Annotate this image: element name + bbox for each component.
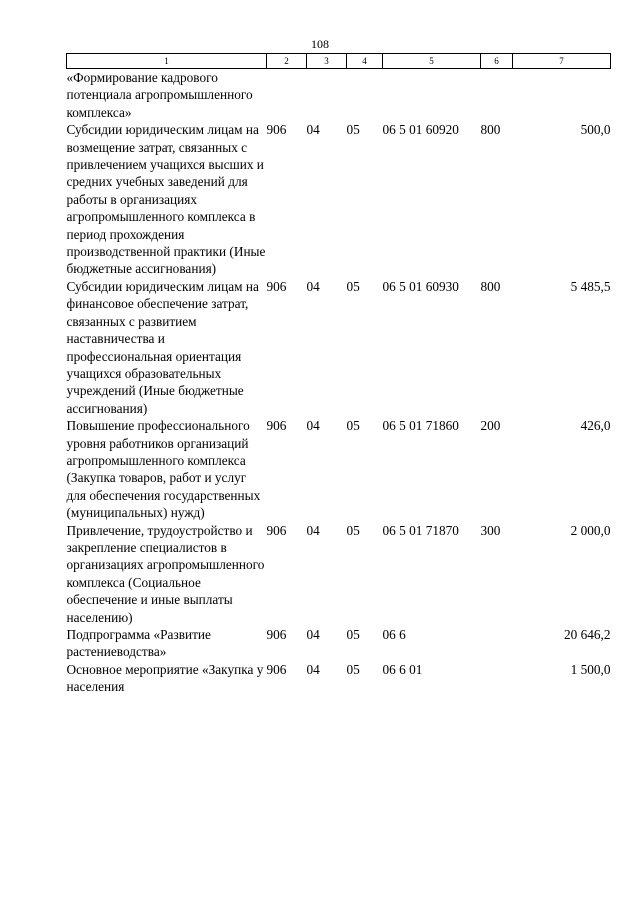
target-article-code: 06 5 01 71870	[382, 522, 459, 538]
subsection-code: 05	[346, 522, 360, 538]
row-name: Привлечение, трудоустройство и закрепление специалистов в организациях агропромышленного комплекса (Социальное обеспечение и иные выплаты населению)	[66, 522, 265, 625]
row-name: «Формирование кадрового потенциала агропромышленного комплекса»	[66, 70, 253, 120]
amount: 1 500,0	[570, 661, 611, 677]
section-code: 04	[306, 522, 320, 538]
table-row	[67, 661, 611, 696]
target-article-code: 06 5 01 60930	[382, 278, 459, 294]
expense-type-code	[481, 69, 513, 122]
subsection-code: 05	[346, 122, 360, 138]
ministry-code: 906	[266, 522, 287, 538]
subsection-code	[347, 69, 383, 122]
ministry-code	[267, 69, 307, 122]
ministry-code: 906	[266, 418, 287, 434]
section-code: 04	[306, 627, 320, 642]
table-row	[67, 121, 611, 278]
budget-table	[66, 53, 611, 696]
column-header-4: 4	[347, 54, 383, 69]
expense-type-code	[481, 661, 513, 696]
column-header-1: 1	[67, 54, 267, 69]
expense-type-code: 200	[480, 418, 501, 434]
column-header-2: 2	[267, 54, 307, 69]
amount: 20 646,2	[563, 627, 611, 642]
section-code: 04	[306, 278, 320, 294]
amount: 5 485,5	[570, 278, 611, 294]
column-number-row	[67, 54, 611, 69]
table-row	[67, 278, 611, 417]
target-article-code: 06 6	[382, 627, 406, 642]
column-header-5: 5	[383, 54, 481, 69]
amount: 426,0	[580, 418, 611, 434]
ministry-code: 906	[266, 661, 287, 677]
section-code: 04	[306, 122, 320, 138]
section-code	[307, 69, 347, 122]
table-row	[67, 417, 611, 521]
section-code: 04	[306, 661, 320, 677]
table-row	[67, 522, 611, 626]
amount	[513, 69, 611, 122]
row-name: Субсидии юридическим лицам на возмещение затрат, связанных с привлечением учащихся высших и средних учебных заведений для работы в организациях агропромышленного комплекса в период прохождения производственной практики (Иные бюджетные ассигнования)	[66, 122, 266, 277]
row-name: Основное мероприятие «Закупка у населения	[66, 661, 264, 695]
ministry-code: 906	[266, 278, 287, 294]
page-number: 108	[311, 37, 329, 51]
target-article-code: 06 5 01 60920	[382, 122, 459, 138]
expense-type-code: 800	[480, 278, 501, 294]
table-row	[67, 626, 611, 661]
subsection-code: 05	[346, 627, 360, 642]
target-article-code	[383, 69, 481, 122]
section-code: 04	[306, 418, 320, 434]
target-article-code: 06 6 01	[382, 661, 423, 677]
target-article-code: 06 5 01 71860	[382, 418, 459, 434]
expense-type-code	[481, 626, 513, 661]
column-header-3: 3	[307, 54, 347, 69]
ministry-code: 906	[266, 122, 287, 138]
expense-type-code: 800	[480, 122, 501, 138]
column-header-7: 7	[513, 54, 611, 69]
table-row	[67, 69, 611, 122]
subsection-code: 05	[346, 418, 360, 434]
expense-type-code: 300	[480, 522, 501, 538]
row-name: Субсидии юридическим лицам на финансовое обеспечение затрат, связанных с развитием наставничества и профессиональная ориентация учащихся образовательных учреждений (Иные бюджетные ассигнования)	[66, 278, 259, 416]
row-name: Подпрограмма «Развитие растениеводства»	[66, 627, 211, 660]
column-header-6: 6	[481, 54, 513, 69]
subsection-code: 05	[346, 661, 360, 677]
row-name: Повышение профессионального уровня работников организаций агропромышленного комплекса (Закупка товаров, работ и услуг для обеспечения государственных (муниципальных) нужд)	[66, 418, 261, 521]
amount: 2 000,0	[570, 522, 611, 538]
amount: 500,0	[580, 122, 611, 138]
subsection-code: 05	[346, 278, 360, 294]
ministry-code: 906	[266, 627, 287, 642]
